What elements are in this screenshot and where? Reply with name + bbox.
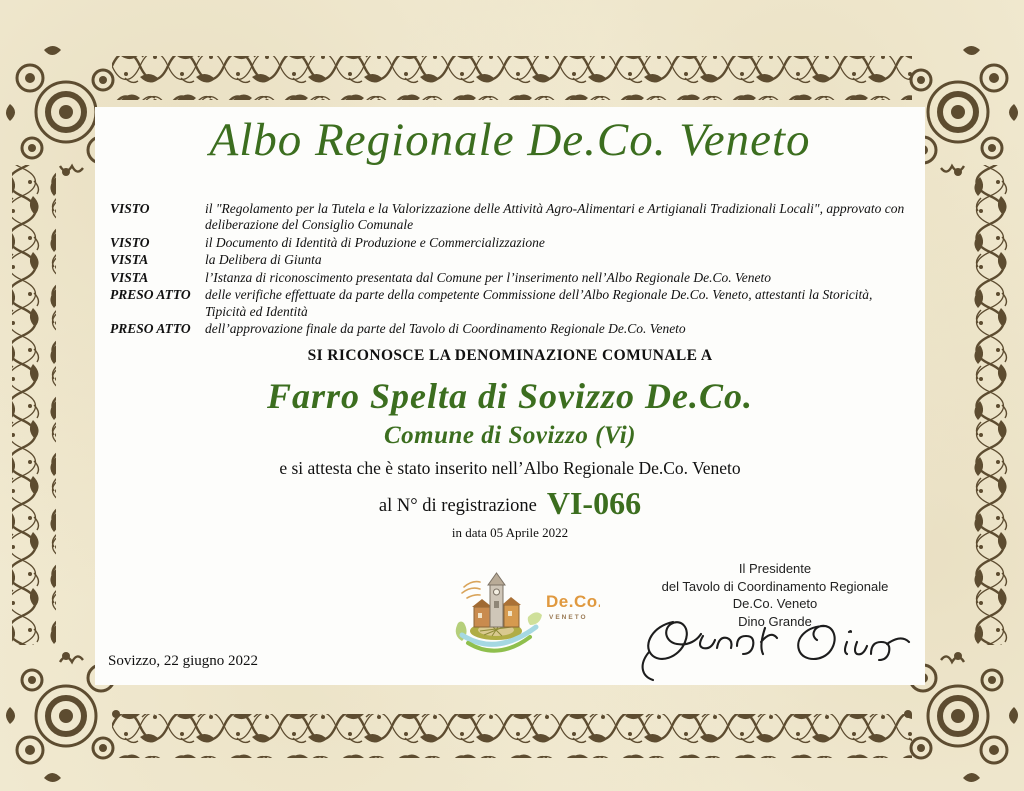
handwritten-signature bbox=[635, 592, 925, 682]
registration-number: VI-066 bbox=[546, 485, 642, 521]
recital-row bbox=[110, 201, 910, 234]
registration-date: in data 05 Aprile 2022 bbox=[451, 525, 569, 540]
recital-text: il "Regolamento per la Tutela e la Valorizzazione delle Attività Agro-Alimentari e Artigianali Tradizionali Locali", approvato con deliberazione del Consiglio Comunale bbox=[205, 201, 905, 233]
recital-label: VISTO bbox=[110, 201, 150, 216]
deco-logo-icon bbox=[450, 565, 600, 665]
recital-label: VISTA bbox=[110, 252, 149, 268]
recital-row bbox=[110, 235, 910, 251]
signature-title: Il Presidente bbox=[738, 561, 812, 576]
recital-row bbox=[110, 321, 910, 337]
place-date: Sovizzo, 22 giugno 2022 bbox=[108, 653, 258, 669]
recital-text: dell’approvazione finale da parte del Tavolo di Coordinamento Regionale De.Co. Veneto bbox=[205, 321, 686, 337]
signatory-name: Dino Grande bbox=[738, 613, 812, 629]
certificate-body bbox=[95, 107, 925, 685]
deco-veneto-logo bbox=[450, 565, 600, 665]
attestation-line: e si attesta che è stato inserito nell’Albo Regionale De.Co. Veneto bbox=[279, 458, 741, 478]
recital-label: PRESO ATTO bbox=[110, 321, 191, 337]
recital-text: il Documento di Identità di Produzione e Commercializzazione bbox=[205, 234, 545, 250]
recital-label: PRESO ATTO bbox=[110, 287, 191, 303]
recital-row bbox=[110, 270, 910, 286]
recognition-heading: SI RICONOSCE LA DENOMINAZIONE COMUNALE A bbox=[307, 347, 713, 364]
registration-line bbox=[95, 485, 925, 522]
registration-label: al N° di registrazione bbox=[378, 496, 537, 516]
recital-text: delle verifiche effettuate da parte della competente Commissione dell’Albo Regionale De.Co. Veneto, attestanti la Storicità, Tipicità ed Identità bbox=[205, 287, 873, 319]
deco-logo-subname: VENETO bbox=[549, 614, 588, 621]
recital-label: VISTO bbox=[110, 234, 150, 250]
recital-label: VISTA bbox=[110, 269, 149, 285]
signature-org-name: De.Co. Veneto bbox=[732, 596, 818, 612]
recital-text: l’Istanza di riconoscimento presentata dal Comune per l’inserimento nell’Albo Regionale De.Co. Veneto bbox=[205, 269, 772, 285]
municipality-name: Comune di Sovizzo (Vi) bbox=[383, 422, 636, 449]
recitals-list bbox=[110, 201, 910, 339]
recital-row bbox=[110, 252, 910, 268]
certificate-title: Albo Regionale De.Co. Veneto bbox=[209, 114, 811, 166]
deco-logo-wordmark: De.Co. bbox=[546, 592, 600, 611]
recital-text: la Delibera di Giunta bbox=[205, 252, 322, 268]
product-name: Farro Spelta di Sovizzo De.Co. bbox=[266, 376, 754, 416]
signature-org-line: del Tavolo di Coordinamento Regionale bbox=[661, 578, 889, 594]
recital-row bbox=[110, 287, 910, 320]
